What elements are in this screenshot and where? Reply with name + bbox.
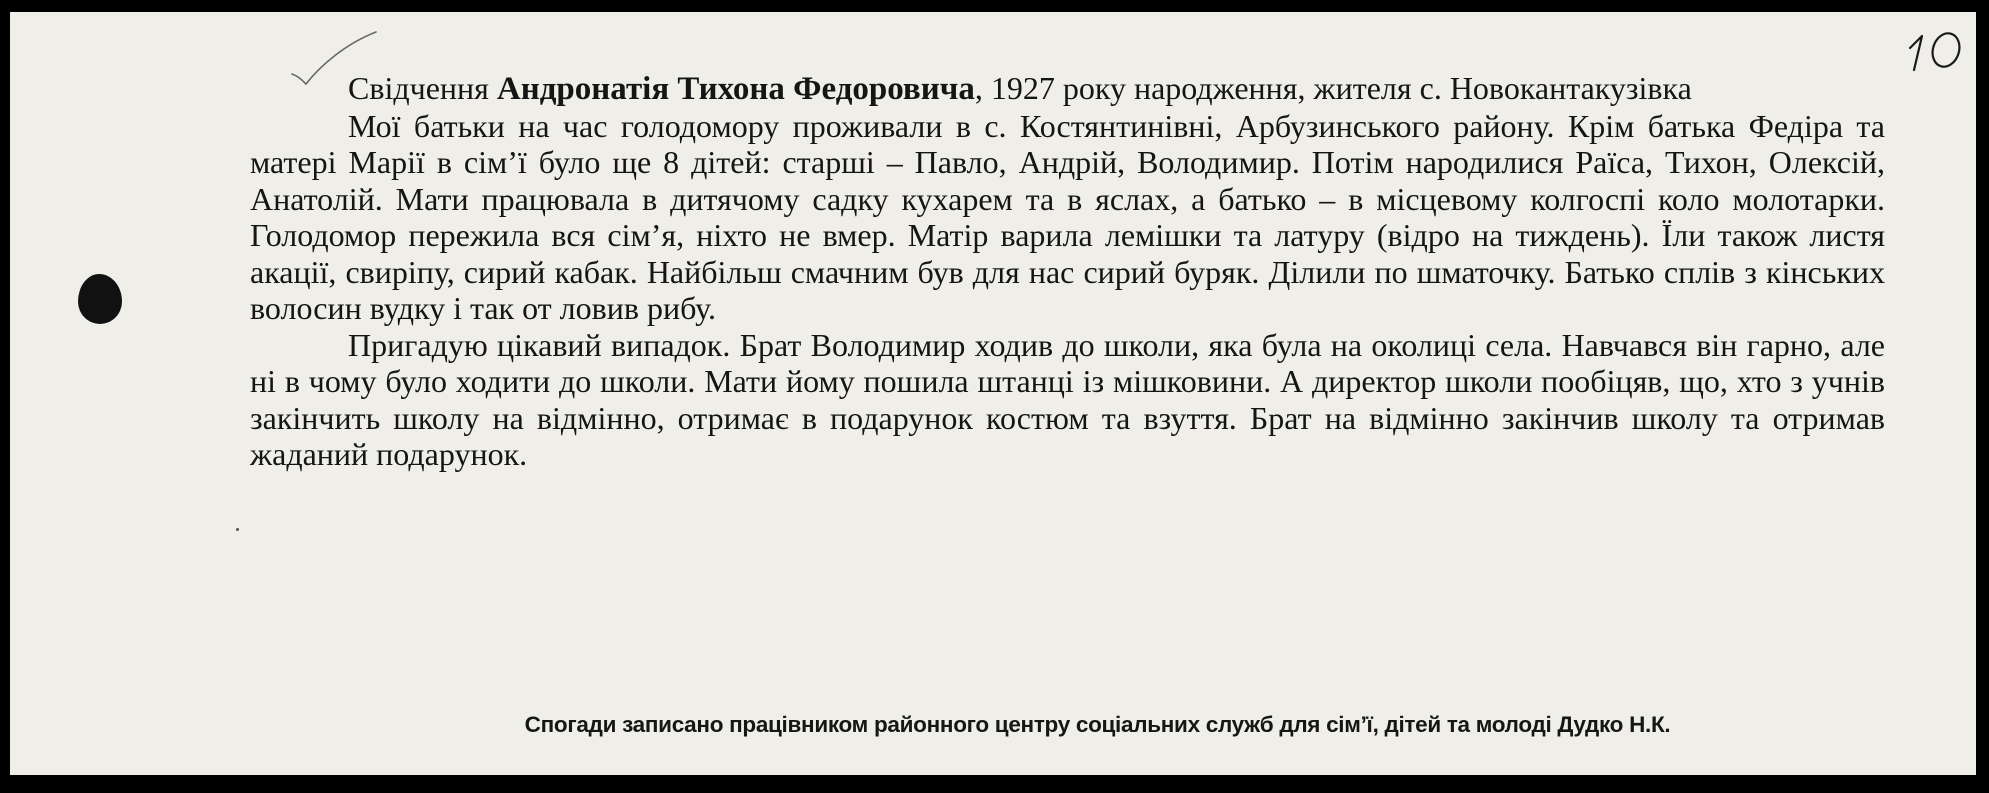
testimony-heading — [250, 70, 1885, 108]
document-page — [10, 12, 1976, 775]
punch-hole — [78, 274, 122, 324]
recorder-note: Спогади записано працівником районного центру соціальних служб для сім’ї, дітей та молоді Дудко Н.К. — [524, 712, 1671, 737]
witness-name: Андронатія Тихона Федоровича — [496, 71, 975, 107]
handwritten-page-number — [1900, 22, 1970, 82]
paragraph-2: Пригадую цікавий випадок. Брат Володимир ходив до школи, яка була на околиці села. Навчався він гарно, але ні в чому було ходити до школи. Мати йому пошила штанці із мішковини. А директор школи пообіцяв, що, хто з учнів закінчить школу на відмінно, отримає в подарунок костюм та взуття. Брат на відмінно закінчив школу та отримав жаданий подарунок. — [250, 326, 1885, 472]
page-number-ink — [1900, 22, 1970, 82]
heading-prefix: Свідчення — [348, 70, 497, 106]
testimony-text — [250, 70, 1885, 473]
paragraph-1: Мої батьки на час голодомору проживали в с. Костянтинівні, Арбузинського району. Крім батька Федіра та матері Марії в сім’ї було ще 8 дітей: старші – Павло, Андрій, Володимир. Потім народилися Раїса, Тихон, Олексій, Анатолій. Мати працювала в дитячому садку кухарем та в яслах, а батько – в місцевому колгоспі коло молотарки. Голодомор пережила вся сім’я, ніхто не вмер. Матір варила лемішки та латуру (відро на тиждень). Їли також листя акації, свиріпу, сирий кабак. Найбільш смачним був для нас сирий буряк. Ділили по шматочку. Батько сплів з кінських волосин вудку і так от ловив рибу. — [250, 107, 1885, 326]
stray-mark — [236, 528, 239, 531]
heading-suffix: , 1927 року народження, жителя с. Новокантакузівка — [974, 70, 1692, 106]
